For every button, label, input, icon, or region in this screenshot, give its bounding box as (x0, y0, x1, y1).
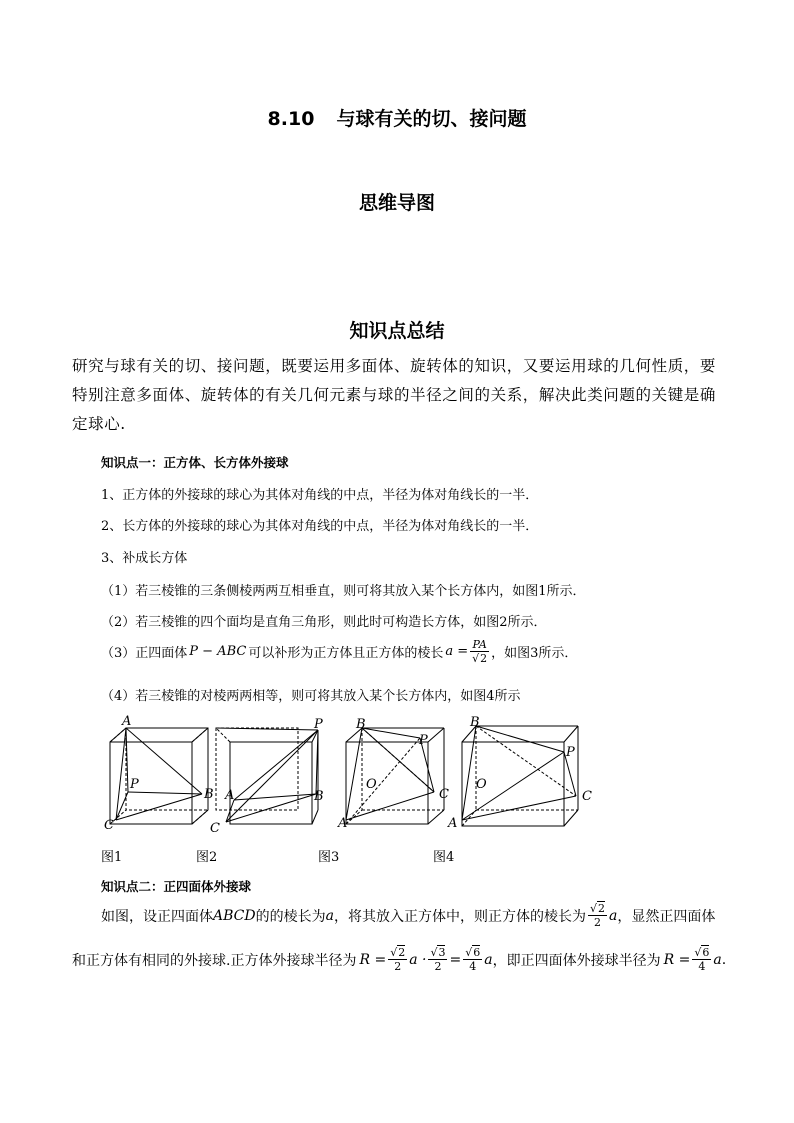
fig2-label-p: P (314, 717, 323, 732)
section-number: 8.10 (267, 108, 315, 130)
fig2-caption: 图2 (196, 850, 218, 865)
kp2-p2-f4d: 4 (698, 960, 706, 973)
kp1-sub1: （1）若三棱锥的三条侧棱两两互相垂直，则可将其放入某个长方体内，如图1所示． (101, 584, 586, 599)
kp2-p2-dot: a · (409, 951, 427, 968)
kp2-p2-f4n: 6 (702, 946, 710, 959)
kp1-sub4: （4）若三棱锥的对棱两两相等，则可将其放入某个长方体内，如图4所示 (101, 689, 521, 704)
kp1-title: 知识点一：正方体、长方体外接球 (101, 455, 289, 470)
kp2-p1-b: ABCD (213, 907, 256, 924)
kp2-p2-f3n: 6 (473, 946, 481, 959)
fig1-edge-cb (116, 794, 202, 820)
fig2-label-a: A (225, 788, 235, 803)
fig3-edge-ac (346, 792, 434, 820)
fig1-label-p: P (130, 777, 139, 792)
kp2-p1-e: ，将其放入正方体中，则正方体的棱长为 (333, 908, 586, 925)
kp1-sub2: （2）若三棱锥的四个面均是直角三角形，则此时可构造长方体，如图2所示． (101, 615, 547, 630)
section-title: 与球有关的切、接问题 (336, 108, 527, 130)
kp1-sub3-den: 2 (480, 652, 488, 665)
mindmap-heading: 思维导图 (358, 192, 435, 214)
kp2-p1-fraction: $\frac{√2}{2}$ (589, 902, 605, 929)
kp1-sub3-fraction: $\frac{PA}{√2}$ (472, 638, 488, 665)
page-title (0, 104, 794, 131)
kp2-p2-f1d: 2 (394, 960, 402, 973)
fig4-caption: 图4 (433, 850, 455, 865)
kp2-p2-end: . (721, 951, 727, 968)
figure-3 (346, 728, 444, 824)
kp2-p1-d: a (325, 907, 334, 924)
fig4-label-b: B (470, 715, 480, 730)
kp2-p2-f2d: 2 (434, 960, 442, 973)
kp1-sub3 (101, 638, 577, 665)
fig2-label-c: C (210, 821, 220, 836)
fig3-label-b: B (356, 717, 366, 732)
fig1-label-c: C (104, 818, 114, 833)
figures-diagram (98, 712, 718, 837)
kp1-item2: 2、长方体的外接球的球心为其体对角线的中点，半径为体对角线长的一半． (101, 519, 539, 534)
kp2-p1-num: 2 (597, 902, 605, 915)
kp2-p2-a: 和正方体有相同的外接球.正方体外接球半径为 (72, 952, 357, 969)
kp1-sub3-b: P − ABC (189, 644, 247, 659)
kp2-p2-a3: a (713, 951, 722, 968)
fig3-caption: 图3 (318, 850, 340, 865)
kp1-sub3-c: 可以补形为正方体且正方体的棱长 (248, 646, 444, 661)
fig3-label-o: O (366, 777, 377, 792)
kp2-p1-den: 2 (593, 916, 601, 929)
fig1-cube-front (110, 742, 192, 824)
kp2-p2-r2: R = (663, 951, 691, 968)
fig2-label-b: B (314, 789, 324, 804)
figure-4 (462, 726, 578, 826)
summary-heading: 知识点总结 (349, 320, 445, 342)
fig2-edge-ap (234, 730, 318, 800)
fig4-label-p: P (566, 745, 575, 760)
kp2-line2 (72, 946, 726, 973)
kp2-p1-g: ，显然正四面体 (617, 908, 716, 925)
kp2-p2-eq: = (449, 951, 462, 968)
fig4-label-a: A (448, 816, 458, 831)
kp2-p2-f3d: 4 (469, 960, 477, 973)
kp2-line1 (101, 902, 715, 929)
fig4-label-c: C (582, 789, 592, 804)
fig3-label-a: A (338, 816, 348, 831)
kp1-sub3-num: PA (472, 638, 487, 651)
kp2-p2-frac2: $\frac{√3}{2}$ (430, 946, 446, 973)
kp1-sub3-d: a = (445, 644, 469, 659)
kp2-p2-b: ，即正四面体外接球半径为 (492, 952, 661, 969)
fig3-label-c: C (439, 787, 449, 802)
kp2-p2-frac3: $\frac{√6}{4}$ (465, 946, 481, 973)
kp2-p1-a: 如图，设正四面体 (101, 908, 213, 925)
fig1-label-a: A (122, 714, 132, 729)
kp2-p2-frac4: $\frac{√6}{4}$ (694, 946, 710, 973)
fig3-label-p: P (419, 733, 428, 748)
fig3-edge-bp (362, 728, 420, 738)
kp2-p2-frac1: $\frac{√2}{2}$ (390, 946, 406, 973)
fig1-label-b: B (204, 787, 214, 802)
kp1-item1: 1、正方体的外接球的球心为其体对角线的中点，半径为体对角线长的一半． (101, 488, 539, 503)
kp1-sub3-e: ，如图3所示． (491, 646, 578, 661)
figure-1 (110, 728, 208, 824)
kp2-title: 知识点二：正四面体外接球 (101, 879, 252, 894)
kp1-item3: 3、补成长方体 (101, 551, 188, 566)
kp2-p1-f: a (608, 907, 618, 924)
kp2-p1-c: 的的棱长为 (255, 908, 326, 925)
intro-paragraph: 研究与球有关的切、接问题，既要运用多面体、旋转体的知识，又要运用球的几何性质，要特别注意多面体、旋转体的有关几何元素与球的半径之间的关系，解决此类问题的关键是确定球心. (72, 357, 717, 433)
kp2-p2-f2n: 3 (438, 946, 446, 959)
kp1-sub3-a: （3）正四面体 (101, 646, 188, 661)
fig4-edge-bp (476, 726, 564, 752)
fig1-caption: 图1 (101, 850, 123, 865)
kp2-p2-f1n: 2 (398, 946, 406, 959)
kp2-p2-a2: a (484, 951, 493, 968)
figure-2 (216, 728, 318, 824)
fig4-label-o: O (476, 777, 487, 792)
kp2-p2-r: R = (359, 951, 387, 968)
